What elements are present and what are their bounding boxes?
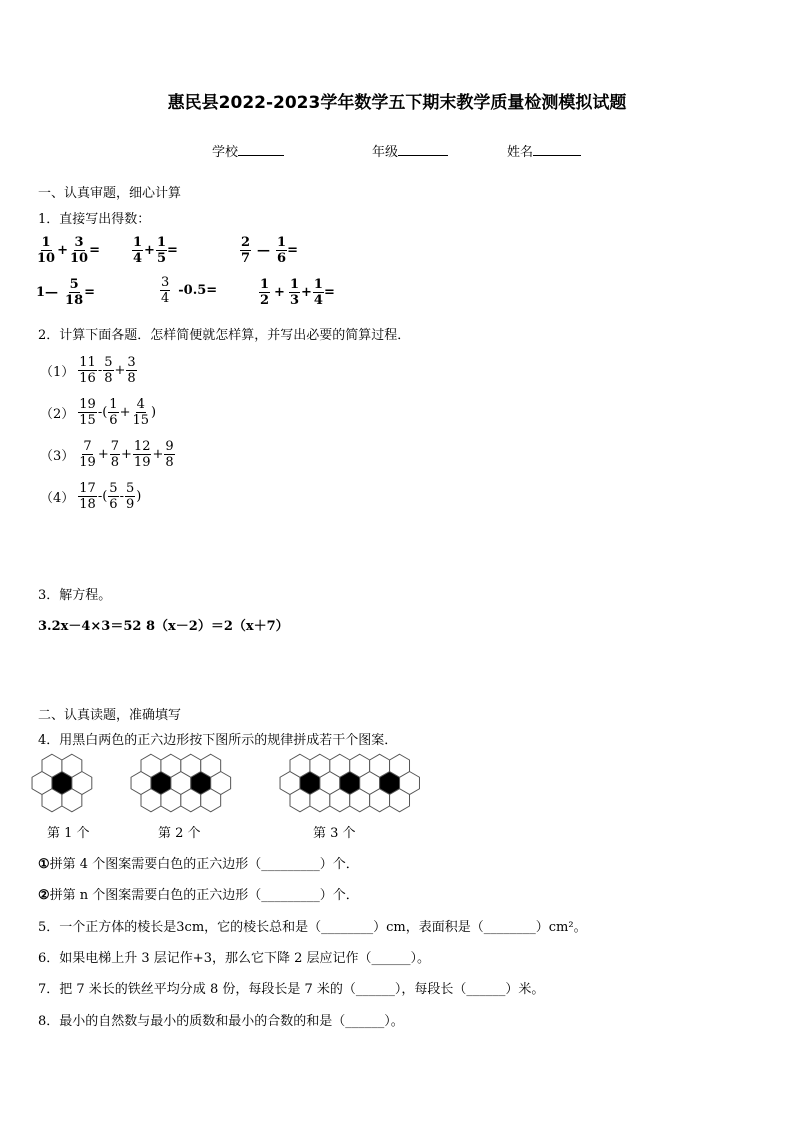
equation-1: 3.2x－4×3＝52 <box>38 619 142 634</box>
fraction: $\frac{17}{18}$ <box>79 481 96 512</box>
question-6: 6．如果电梯上升 3 层记作+3，那么它下降 2 层应记作（______）。 <box>38 951 431 966</box>
operator: + <box>152 447 164 462</box>
grade-label: 年级 <box>372 145 399 160</box>
question-5: 5．一个正方体的棱长是3cm，它的棱长总和是（________）cm，表面积是（________）cm²。 <box>38 920 587 935</box>
white-hexagon <box>161 789 181 812</box>
q2-item-number: （4） <box>40 491 75 506</box>
question-4-label: 4．用黑白两色的正六边形按下图所示的规律拼成若干个图案． <box>38 733 398 748</box>
school-field <box>212 141 284 160</box>
white-hexagon <box>42 789 62 812</box>
figure-3-label: 第 3 个 <box>313 826 356 841</box>
fraction: $\frac{9}{8}$ <box>165 439 174 470</box>
white-hexagon <box>201 754 221 777</box>
q4-subquestion-2-text: 拼第 n 个图案需要白色的正六边形（_________）个． <box>49 888 359 903</box>
q2-item-number: （2） <box>40 407 75 422</box>
q1-item-5: $\frac{3}{4}$ -0.5= <box>161 275 218 306</box>
operator: ) <box>151 405 157 420</box>
operator: - <box>97 363 103 378</box>
q4-subquestion-2 <box>38 884 359 903</box>
fraction: $\frac{5}{8}$ <box>104 355 113 386</box>
q1-item-4: 1— $\frac{5}{18}$ = <box>36 277 96 308</box>
q2-item-2 <box>40 398 157 427</box>
fraction: $\frac{19}{15}$ <box>79 397 96 428</box>
name-label: 姓名 <box>507 145 534 160</box>
figure-1-label: 第 1 个 <box>47 826 90 841</box>
white-hexagon <box>62 754 82 777</box>
white-hexagon <box>350 789 370 812</box>
figure-2-label: 第 2 个 <box>158 826 201 841</box>
fraction: $\frac{1}{6}$ <box>109 397 118 428</box>
white-hexagon <box>181 789 201 812</box>
q2-item-number: （3） <box>40 449 75 464</box>
white-hexagon <box>290 789 310 812</box>
q2-item-3 <box>40 440 175 469</box>
white-hexagon <box>290 754 310 777</box>
q2-item-4 <box>40 482 142 511</box>
fraction: $\frac{3}{8}$ <box>127 355 136 386</box>
section-1-heading: 一、认真审题，细心计算 <box>38 186 182 201</box>
fraction: $\frac{5}{9}$ <box>125 481 135 512</box>
q1-item-2: $\frac{1}{4}$ + $\frac{1}{5}$ = <box>133 235 178 266</box>
grade-field <box>372 141 448 160</box>
equation-2: 8（x－2）＝2（x＋7） <box>146 619 289 634</box>
white-hexagon <box>201 789 221 812</box>
white-hexagon <box>42 754 62 777</box>
operator: -( <box>97 489 108 504</box>
q4-subquestion-1 <box>38 853 359 872</box>
operator: + <box>97 447 109 462</box>
name-field <box>507 141 581 160</box>
question-8: 8．最小的自然数与最小的质数和最小的合数的和是（______）。 <box>38 1014 404 1029</box>
fraction: $\frac{11}{16}$ <box>79 355 96 386</box>
white-hexagon <box>181 754 201 777</box>
white-hexagon <box>330 754 350 777</box>
white-hexagon <box>310 754 330 777</box>
fraction: $\frac{4}{15}$ <box>132 397 150 428</box>
white-hexagon <box>390 789 410 812</box>
question-2-label: 2．计算下面各题．怎样简便就怎样算，并写出必要的简算过程． <box>38 328 411 343</box>
operator: -( <box>97 405 108 420</box>
white-hexagon <box>141 754 161 777</box>
circled-number-2: ② <box>38 888 50 903</box>
white-hexagon <box>330 789 350 812</box>
white-hexagon <box>370 754 390 777</box>
section-2-heading: 二、认真读题，准确填写 <box>38 708 182 723</box>
q1-item-3: $\frac{2}{7}$ — $\frac{1}{6}$ = <box>241 235 298 266</box>
question-7: 7．把 7 米长的铁丝平均分成 8 份，每段长是 7 米的（______），每段长（______）米。 <box>38 982 545 997</box>
operator: - <box>119 489 124 504</box>
white-hexagon <box>141 789 161 812</box>
white-hexagon <box>390 754 410 777</box>
q1-item-1: $\frac{1}{10}$ + $\frac{3}{10}$ = <box>37 235 100 266</box>
operator: + <box>119 405 131 420</box>
operator: + <box>121 447 132 462</box>
q2-item-number: （1） <box>40 365 75 380</box>
school-label: 学校 <box>212 145 239 160</box>
white-hexagon <box>62 789 82 812</box>
question-1-label: 1．直接写出得数： <box>38 212 151 227</box>
q4-subquestion-1-text: 拼第 4 个图案需要白色的正六边形（_________）个． <box>49 857 359 872</box>
white-hexagon <box>310 789 330 812</box>
circled-number-1: ① <box>38 857 50 872</box>
q1-item-6: $\frac{1}{2}$ + $\frac{1}{3}$ + $\frac{1}{4}$ = <box>260 277 335 308</box>
fraction: $\frac{7}{19}$ <box>79 439 96 470</box>
hexagon-pattern-figures <box>0 750 794 820</box>
fraction: $\frac{7}{8}$ <box>110 439 120 470</box>
fraction: $\frac{5}{6}$ <box>109 481 118 512</box>
question-3-label: 3．解方程。 <box>38 588 112 603</box>
white-hexagon <box>161 754 181 777</box>
exam-title: 惠民县2022-2023学年数学五下期末教学质量检测模拟试题 <box>167 93 627 113</box>
white-hexagon <box>350 754 370 777</box>
operator: + <box>114 363 126 378</box>
operator: ) <box>136 489 142 504</box>
fraction: $\frac{12}{19}$ <box>133 439 151 470</box>
white-hexagon <box>370 789 390 812</box>
q2-item-1 <box>40 356 137 385</box>
